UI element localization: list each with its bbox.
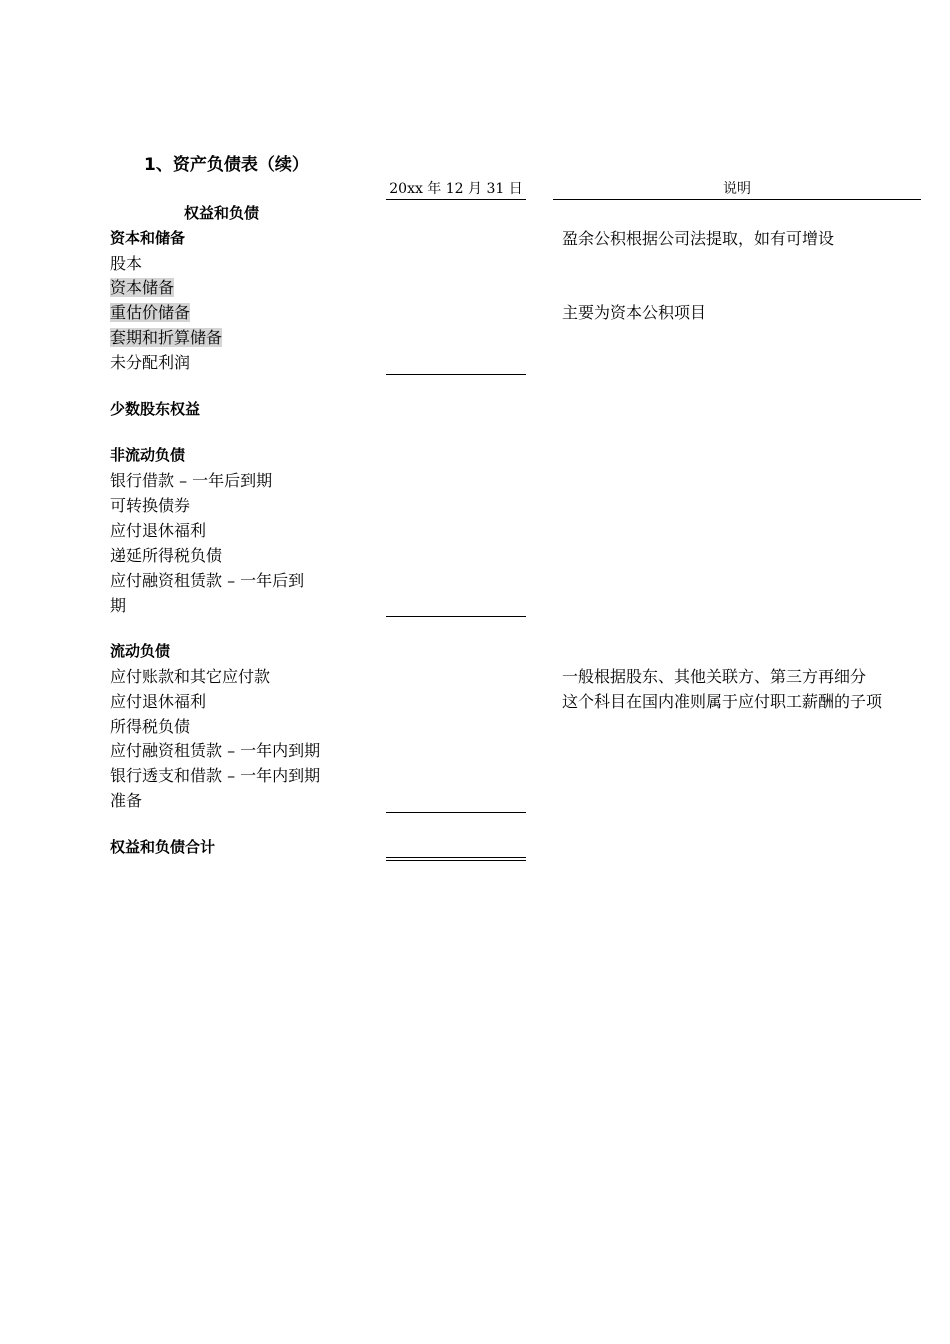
non-current-item: 可转换债券 xyxy=(110,496,191,515)
date-column-header: 20xx 年 12 月 31 日 xyxy=(389,181,523,197)
equity-item-capital-reserve: 资本储备 xyxy=(110,278,175,297)
date-header-underline xyxy=(386,199,526,200)
total-double-underline xyxy=(386,857,526,861)
note-header-underline xyxy=(553,199,921,200)
current-item: 银行透支和借款 – 一年内到期 xyxy=(110,766,321,785)
equity-heading: 资本和储备 xyxy=(110,229,186,247)
non-current-subtotal-line xyxy=(386,616,526,617)
minority-interest: 少数股东权益 xyxy=(110,400,201,418)
equity-subtotal-line xyxy=(386,374,526,375)
note-revaluation: 主要为资本公积项目 xyxy=(562,303,707,322)
page-title: 1、资产负债表（续） xyxy=(144,155,309,175)
current-item: 应付退休福利 xyxy=(110,692,207,711)
current-subtotal-line xyxy=(386,812,526,813)
equity-item-revaluation-reserve: 重估价储备 xyxy=(110,303,191,322)
current-item: 应付账款和其它应付款 xyxy=(110,667,271,686)
section-header: 权益和负债 xyxy=(184,204,260,222)
current-heading: 流动负债 xyxy=(110,642,171,660)
non-current-item: 应付退休福利 xyxy=(110,521,207,540)
current-item: 准备 xyxy=(110,791,143,810)
total-equity-liabilities: 权益和负债合计 xyxy=(110,838,216,856)
non-current-heading: 非流动负债 xyxy=(110,446,186,464)
non-current-item: 银行借款 – 一年后到期 xyxy=(110,471,273,490)
current-item: 所得税负债 xyxy=(110,717,191,736)
current-item: 应付融资租赁款 – 一年内到期 xyxy=(110,741,321,760)
non-current-item: 递延所得税负债 xyxy=(110,546,223,565)
non-current-item: 期 xyxy=(110,596,127,615)
note-column-header: 说明 xyxy=(723,181,751,197)
note-retirement: 这个科目在国内准则属于应付职工薪酬的子项 xyxy=(562,692,883,711)
non-current-item: 应付融资租赁款 – 一年后到 xyxy=(110,571,305,590)
equity-item-retained-earnings: 未分配利润 xyxy=(110,353,191,372)
note-capital: 盈余公积根据公司法提取，如有可增设 xyxy=(562,229,835,248)
equity-item-share-capital: 股本 xyxy=(110,254,143,273)
equity-item-hedging-reserve: 套期和折算储备 xyxy=(110,328,223,347)
note-payables: 一般根据股东、其他关联方、第三方再细分 xyxy=(562,667,867,686)
